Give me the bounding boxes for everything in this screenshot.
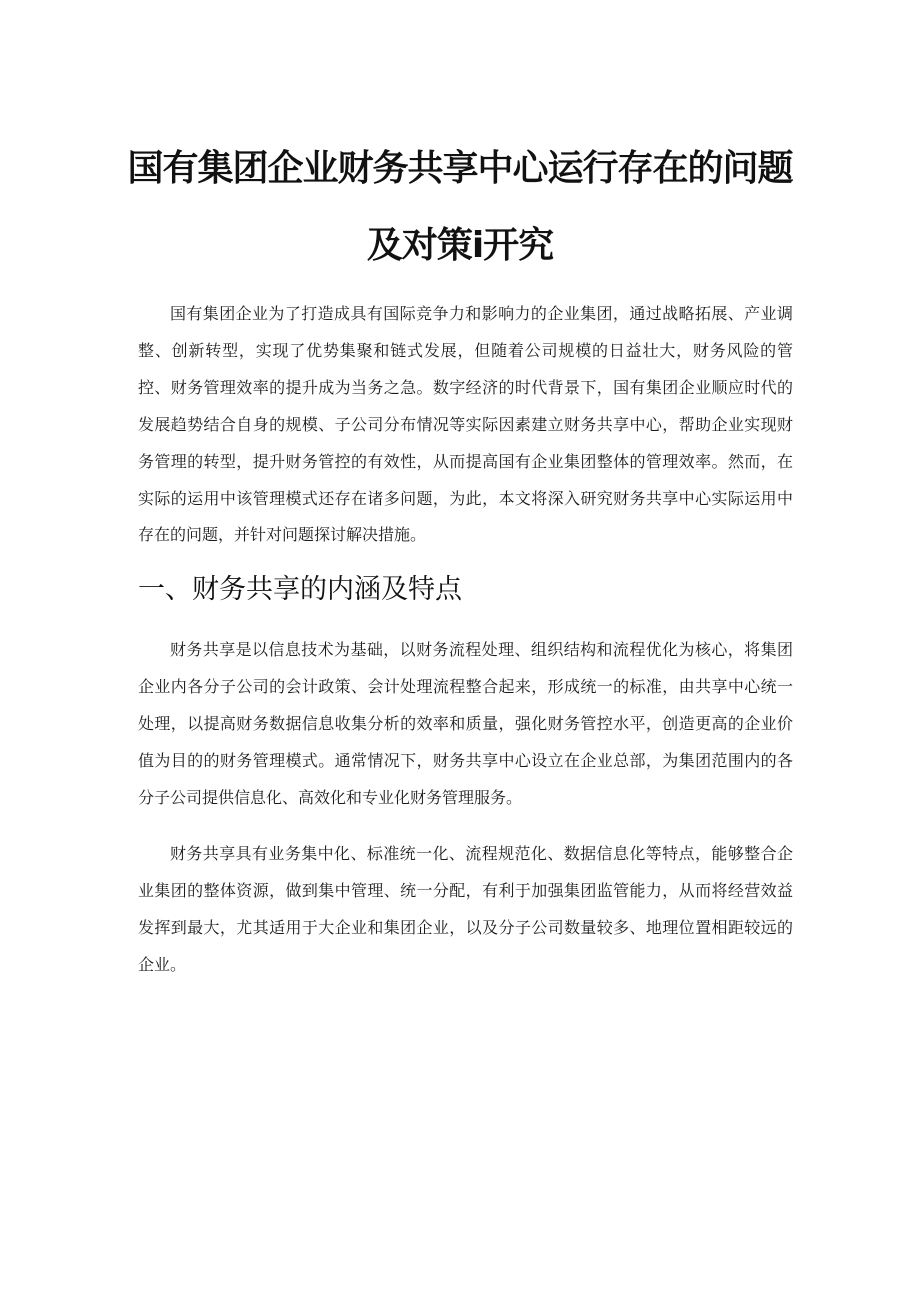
intro-paragraph: 国有集团企业为了打造成具有国际竞争力和影响力的企业集团，通过战略拓展、产业调整、创新转型，实现了优势集聚和链式发展，但随着公司规模的日益壮大，财务风险的管控、财务管理效率的提升成为当务之急。数字经济的时代背景下，国有集团企业顺应时代的发展趋势结合自身的规模、子公司分布情况等实际因素建立财务共享中心，帮助企业实现财务管理的转型，提升财务管控的有效性，从而提高国有企业集团整体的管理效率。然而，在实际的运用中该管理模式还存在诸多问题，为此，本文将深入研究财务共享中心实际运用中存在的问题，并针对问题探讨解决措施。: [138, 304, 793, 545]
document-title-line-2: 及对策i开究: [366, 225, 554, 266]
section-1-paragraph-1: 财务共享是以信息技术为基础，以财务流程处理、组织结构和流程优化为核心，将集团企业内各分子公司的会计政策、会计处理流程整合起来，形成统一的标准，由共享中心统一处理，以提高财务数据信息收集分析的效率和质量，强化财务管控水平，创造更高的企业价值为目的的财务管理模式。通常情况下，财务共享中心设立在企业总部，为集团范围内的各分子公司提供信息化、高效化和专业化财务管理服务。: [138, 640, 793, 807]
section-1-heading: 一、财务共享的内涵及特点: [138, 574, 462, 605]
document-title-line-1: 国有集团企业财务共享中心运行存在的问题: [127, 148, 793, 189]
section-1-paragraph-2: 财务共享具有业务集中化、标准统一化、流程规范化、数据信息化等特点，能够整合企业集团的整体资源，做到集中管理、统一分配，有利于加强集团监管能力，从而将经营效益发挥到最大，尤其适用于大企业和集团企业，以及分子公司数量较多、地理位置相距较远的企业。: [138, 844, 793, 974]
